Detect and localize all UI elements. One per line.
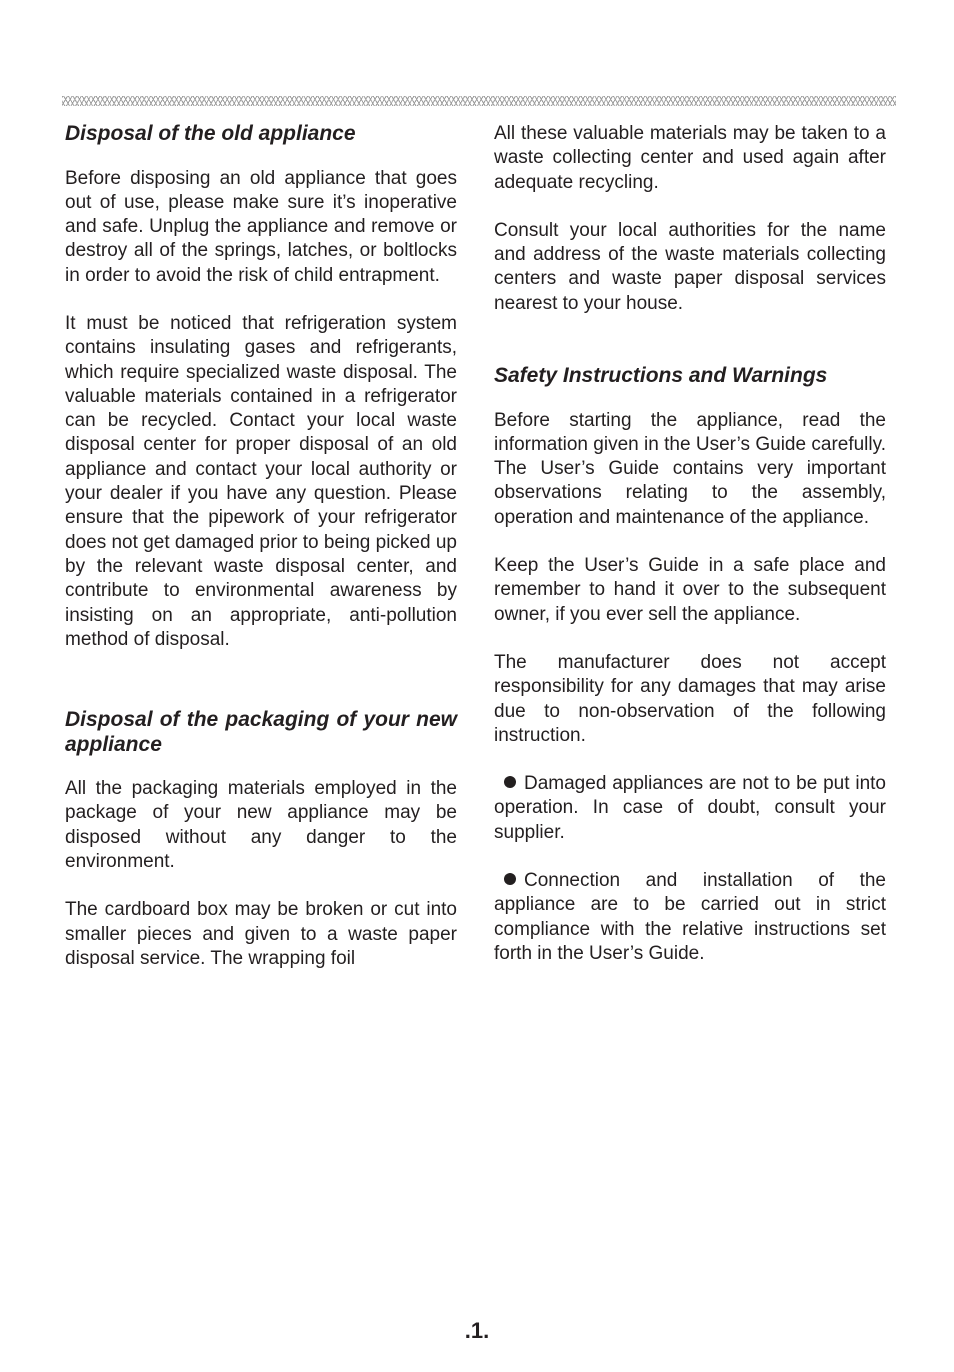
paragraph: All these valuable materials may be taken to a waste collecting center and used again after adequate recycling. [494, 123, 886, 193]
right-column [494, 122, 886, 966]
paragraph: The manufacturer does not accept responsibility for any damages that may arise due to non-observation of the following instruction. [494, 651, 886, 746]
paragraph: The cardboard box may be broken or cut into smaller pieces and given to a waste paper disposal service. The wrapping foil [65, 899, 457, 969]
section-heading-packaging: Disposal of the packaging of your new appliance [65, 708, 457, 756]
paragraph: All the packaging materials employed in the package of your new appliance may be disposed without any danger to the environment. [65, 778, 457, 873]
bullet-item [494, 869, 886, 966]
bullet-dot-icon [504, 776, 516, 788]
paragraph: Before starting the appliance, read the information given in the User’s Guide carefully. The User’s Guide contains very important observations relating to the assembly, operation and maintenance of the appliance. [494, 409, 886, 528]
decorative-divider [62, 96, 896, 106]
bullet-text: Connection and installation of the appliance are to be carried out in strict compliance with the relative instructions set forth in the User’s Guide. [494, 870, 886, 964]
bullet-item [494, 772, 886, 845]
paragraph: Before disposing an old appliance that goes out of use, please make sure it’s inoperative and safe. Unplug the appliance and remove or destroy all of the springs, latches, or boltlocks in order to avoid the risk of child entrapment. [65, 167, 457, 286]
section-heading-old-appliance: Disposal of the old appliance [65, 122, 356, 145]
page-number: .1. [464, 1318, 490, 1343]
left-column [65, 122, 457, 971]
paragraph: Consult your local authorities for the name and address of the waste materials collecting centers and waste paper disposal services nearest to your house. [494, 219, 886, 314]
bullet-text: Damaged appliances are not to be put into operation. In case of doubt, consult your supplier. [494, 773, 886, 843]
paragraph: It must be noticed that refrigeration system contains insulating gases and refrigerants, which require specialized waste disposal. The valuable materials contained in a refrigerator can be recycled. Contact your local waste disposal center for proper disposal of an old appliance and contact your local authority or your dealer if you have any question. Please ensure that the pipework of your refrigerator does not get damaged prior to being picked up by the relevant waste disposal center, and contribute to environmental awareness by insisting on an appropriate, anti-pollution method of disposal. [65, 312, 457, 650]
bullet-dot-icon [504, 873, 516, 885]
paragraph: Keep the User’s Guide in a safe place and remember to hand it over to the subsequent owner, if you ever sell the appliance. [494, 555, 886, 625]
section-heading-safety: Safety Instructions and Warnings [494, 364, 828, 388]
